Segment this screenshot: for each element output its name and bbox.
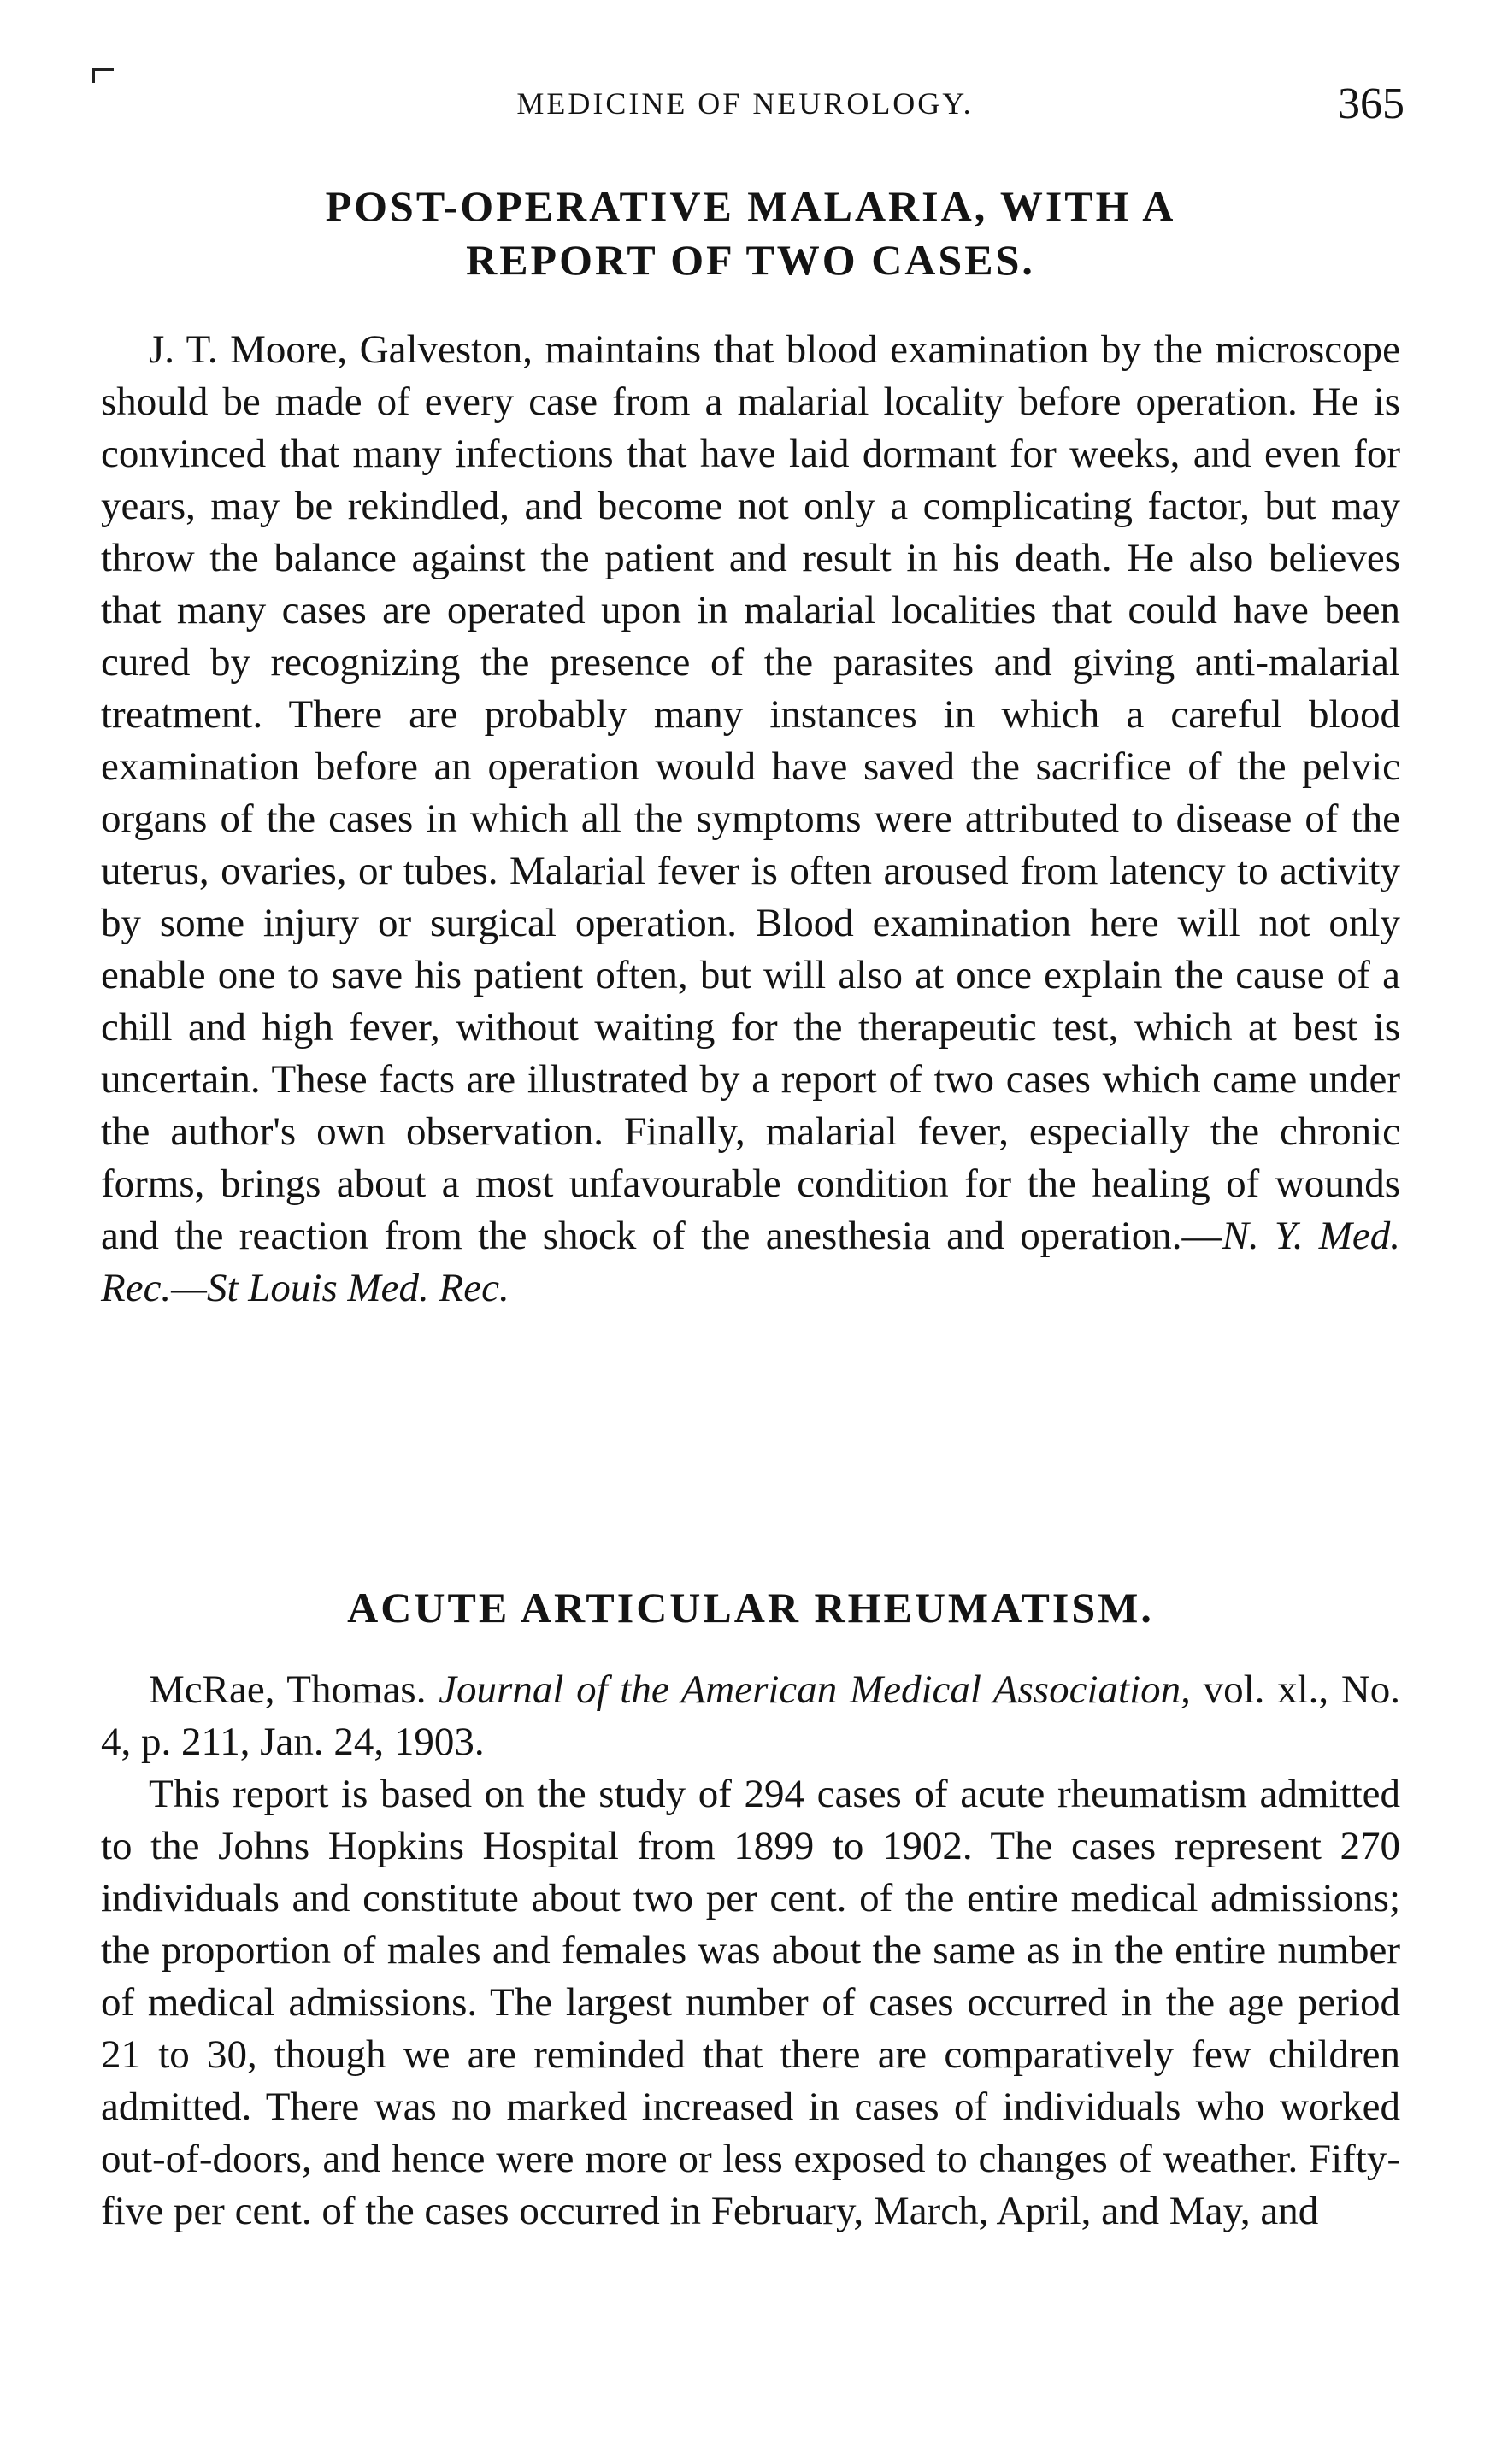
article-body — [101, 1768, 1400, 2238]
reference-line — [101, 1664, 1400, 1768]
journal-title: Journal of the American Medical Association, — [439, 1667, 1191, 1712]
citation: N. Y. Med. Rec.—St Louis Med. Rec. — [101, 1214, 1400, 1310]
running-head — [0, 79, 1490, 130]
author: McRae, Thomas. — [149, 1667, 427, 1712]
running-title: MEDICINE OF NEUROLOGY. — [516, 86, 974, 121]
article-acute-articular-rheumatism — [101, 1581, 1400, 2238]
article-body-text: J. T. Moore, Galveston, maintains that blood examination by the microscope should be made of every case from a malarial locality before operation. He is convinced that many infections that have laid dormant for weeks, and even for years, may be rekindled, and become not only a complicating factor, but may throw the balance against the patient and result in his death. He also believes that many cases are operated upon in malarial localities that could have been cured by recognizing the presence of the parasites and giving anti-malarial treatment. There are probably many instances in which a careful blood examination before an operation would have saved the sacrifice of the pelvic organs of the cases in which all the symptoms were attributed to disease of the uterus, ovaries, or tubes. Malarial fever is often aroused from latency to activity by some injury or surgical operation. Blood examination here will not only enable one to save his patient often, but will also at once explain the cause of a chill and high fever, without waiting for the therapeutic test, which at best is uncertain. These facts are illustrated by a report of two cases which came under the author's own observation. Finally, malarial fever, especially the chronic forms, brings about a most unfavourable condition for the healing of wounds and the reaction from the shock of the anesthesia and operation.— — [101, 327, 1400, 1258]
article-heading: ACUTE ARTICULAR RHEUMATISM. — [347, 1584, 1154, 1632]
article-body-text: This report is based on the study of 294 cases of acute rheumatism admitted to the Johns Hopkins Hospital from 1899 to 1902. The cases represent 270 individuals and constitute about two per cent. of the entire medical admissions; the proportion of males and females was about the same as in the entire number of medical admissions. The largest number of cases occurred in the age period 21 to 30, though we are reminded that there are comparatively few children admitted. There was no marked increased in cases of individuals who worked out-of-doors, and hence were more or less exposed to changes of weather. Fifty-five per cent. of the cases occurred in February, March, April, and May, and — [101, 1771, 1400, 2233]
heading-line-2: REPORT OF TWO CASES. — [466, 235, 1035, 284]
page-number: 365 — [1338, 79, 1405, 128]
article-heading — [101, 179, 1400, 286]
article-body — [101, 324, 1400, 1314]
reference-details: vol. xl., No. 4, p. 211, Jan. 24, 1903. — [101, 1667, 1401, 1764]
article-post-operative-malaria — [101, 179, 1400, 1314]
heading-line-1: POST-OPERATIVE MALARIA, WITH A — [325, 182, 1176, 230]
